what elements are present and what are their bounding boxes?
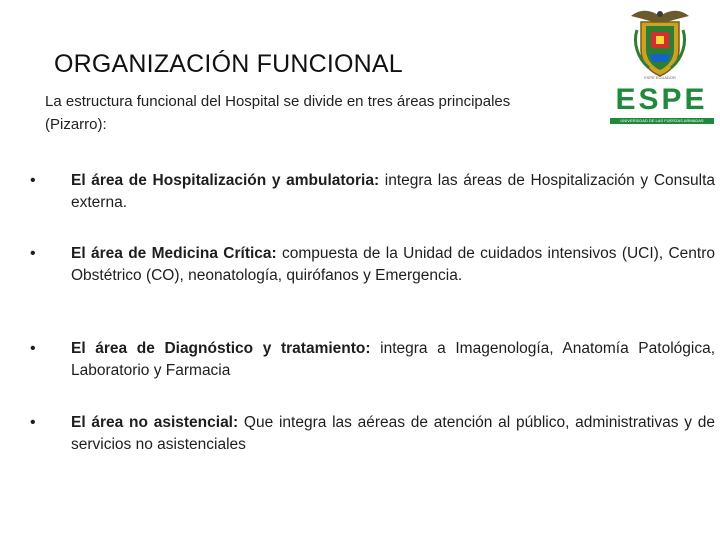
university-seal-icon [627,6,693,78]
intro-text: La estructura funcional del Hospital se divide en tres áreas principales (Pizarro): [45,93,511,133]
bullet-item-hospitalizacion [30,170,715,214]
espe-tagline: UNIVERSIDAD DE LAS FUERZAS ARMADAS [610,118,714,124]
bullet-marker: • [30,340,36,357]
bullet-text: Que integra las aéreas de atención al público, administrativas y de servicios no asistenciales [71,414,715,453]
bullet-term: El área de Diagnóstico y tratamiento: [71,340,371,357]
seal-caption: ESPE ECUADOR [644,75,676,80]
slide-title: ORGANIZACIÓN FUNCIONAL [54,50,403,78]
bullet-item-diagnostico [30,338,715,382]
bullet-text: integra a Imagenología, Anatomía Patológica, Laboratorio y Farmacia [71,340,716,379]
bullet-item-medicina-critica [30,243,715,287]
espe-wordmark: ESPE [615,83,708,116]
bullet-text: integra las áreas de Hospitalización y Consulta externa. [71,172,715,211]
bullet-term: El área no asistencial: [71,414,239,431]
bullet-item-no-asistencial [30,412,715,456]
bullet-marker: • [30,245,36,262]
bullet-marker: • [30,414,36,431]
bullet-term: El área de Hospitalización y ambulatoria: [71,172,380,189]
bullet-term: El área de Medicina Crítica: [71,245,277,262]
bullet-marker: • [30,172,36,189]
espe-logo [604,6,716,124]
bullet-text: compuesta de la Unidad de cuidados intensivos (UCI), Centro Obstétrico (CO), neonatología, quirófanos y Emergencia. [71,245,715,284]
